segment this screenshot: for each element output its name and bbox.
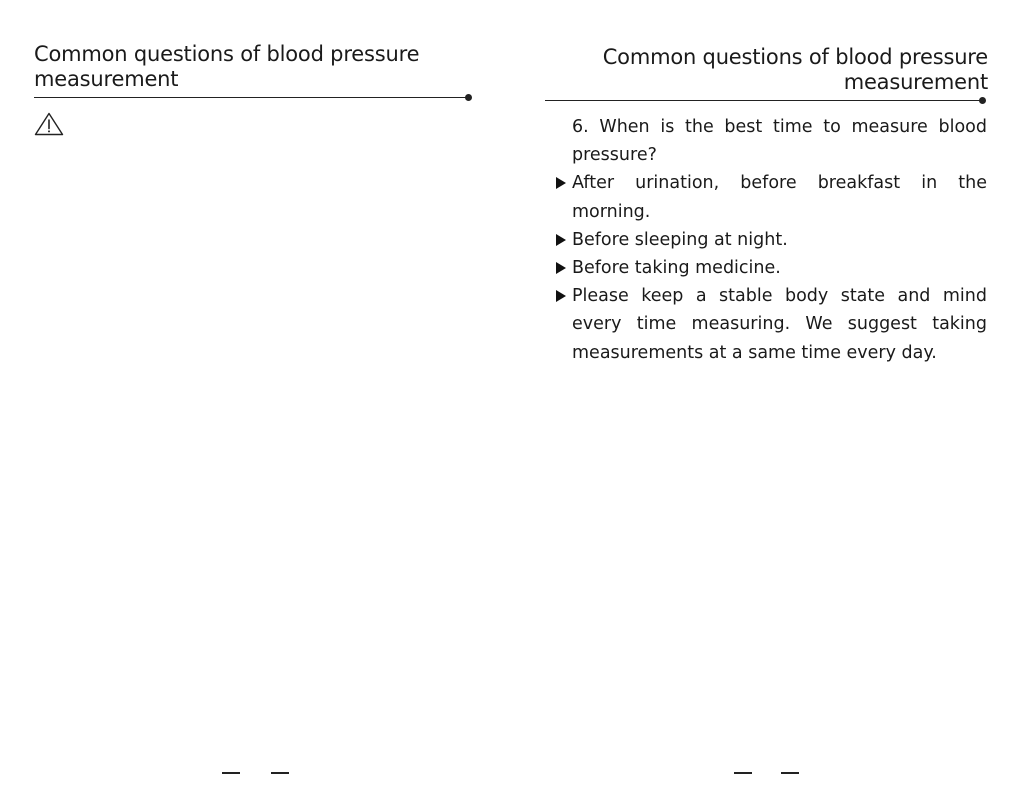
answer-text: Please keep a stable body state and mind every time measuring. We suggest taking measurements at a same time every day. <box>572 286 987 363</box>
answer-list <box>554 169 987 366</box>
left-heading-rule <box>34 97 468 98</box>
answer-text: Before taking medicine. <box>572 258 781 279</box>
answer-item <box>554 169 987 225</box>
page-number-mark <box>734 772 752 774</box>
page-number-mark <box>271 772 289 774</box>
faq-content <box>554 113 987 367</box>
answer-text: Before sleeping at night. <box>572 229 788 250</box>
page-number-mark <box>781 772 799 774</box>
triangle-bullet-icon <box>556 177 566 189</box>
answer-text: After urination, before breakfast in the morning. <box>572 173 987 222</box>
page-number-mark <box>222 772 240 774</box>
answer-item <box>554 282 987 367</box>
triangle-bullet-icon <box>556 234 566 246</box>
triangle-bullet-icon <box>556 290 566 302</box>
right-page <box>510 0 1020 808</box>
answer-item <box>554 226 987 254</box>
answer-item <box>554 254 987 282</box>
rule-end-dot <box>979 97 986 104</box>
left-page-heading: Common questions of blood pressure measurement <box>34 42 420 91</box>
right-page-heading: Common questions of blood pressure measurement <box>602 45 988 94</box>
rule-end-dot <box>465 94 472 101</box>
warning-triangle-icon <box>34 112 64 136</box>
triangle-bullet-icon <box>556 262 566 274</box>
faq-question: 6. When is the best time to measure blood pressure? <box>572 117 987 166</box>
right-heading-rule <box>545 100 982 101</box>
